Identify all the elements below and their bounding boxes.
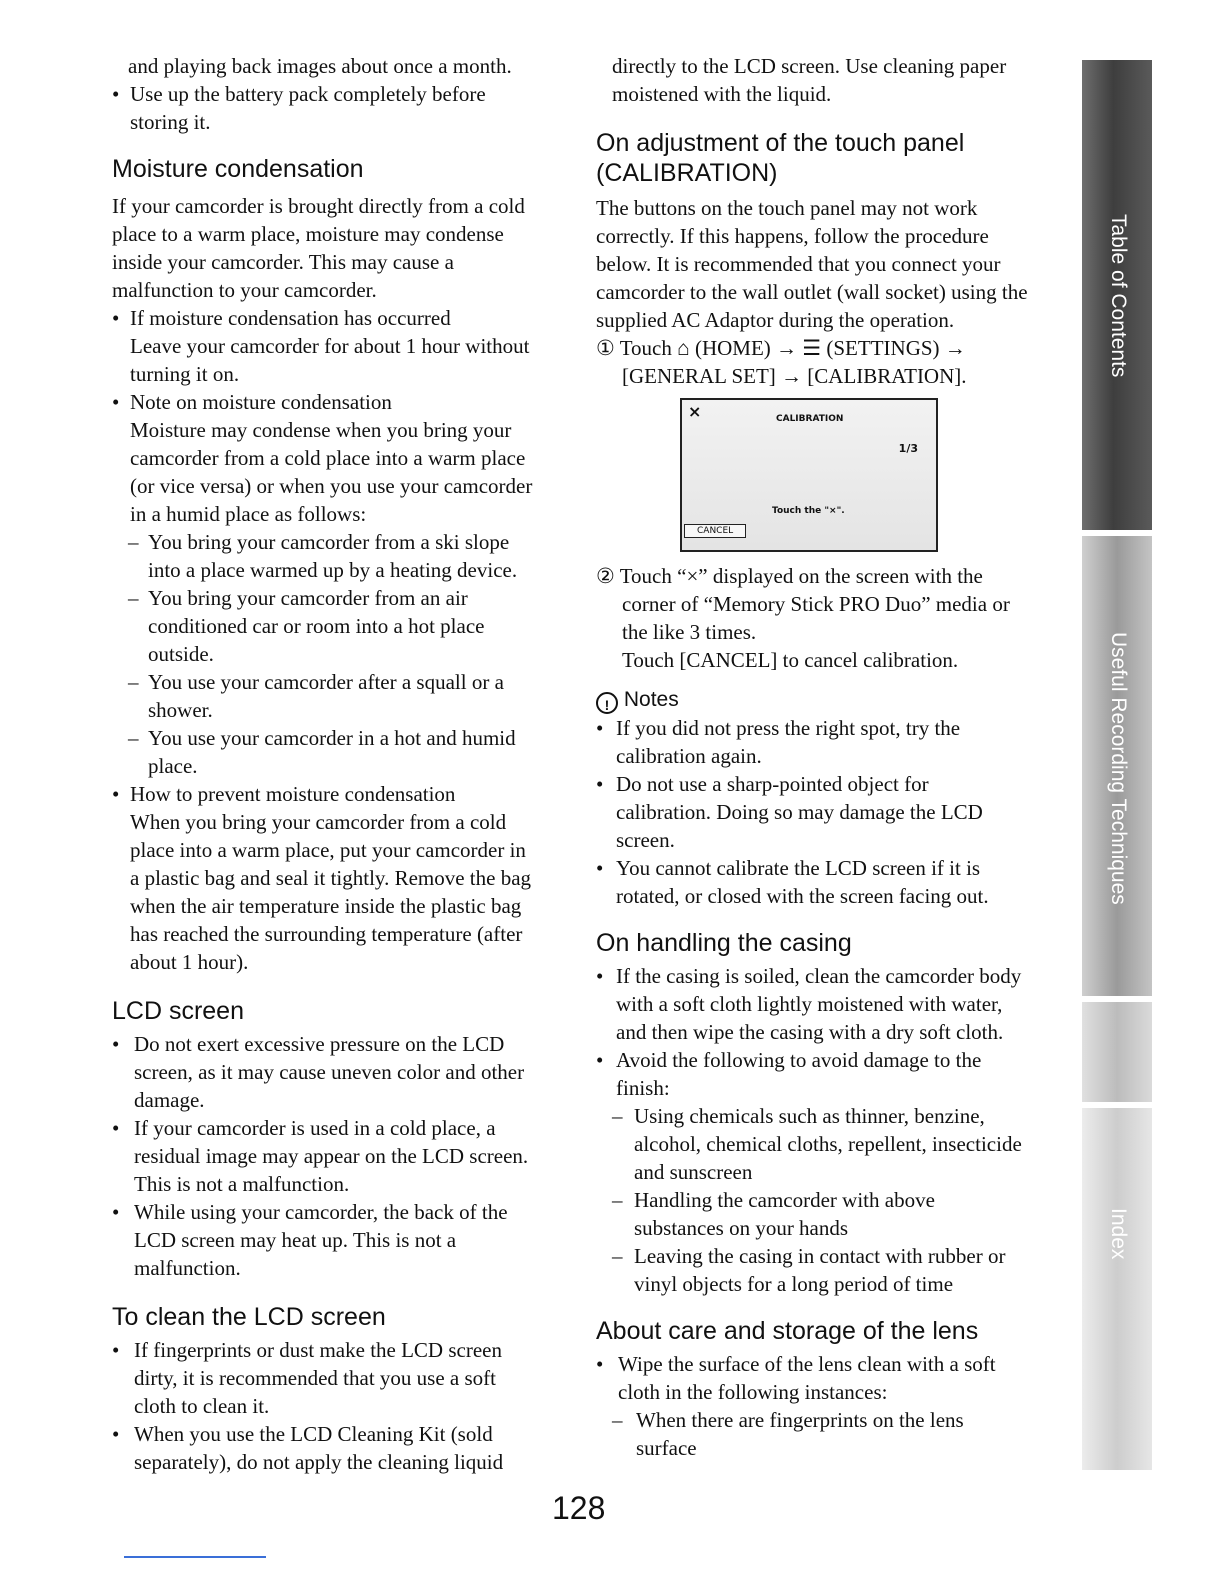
close-x-icon: × (688, 402, 702, 421)
sidebar-tabs (1082, 60, 1152, 1470)
list-item: • Avoid the following to avoid damage to the finish: (596, 1046, 1028, 1102)
list-item: • Do not exert excessive pressure on the LCD screen, as it may cause uneven color and other damage. (112, 1030, 537, 1114)
list-item: • Do not use a sharp-pointed object for calibration. Doing so may damage the LCD screen. (596, 770, 1028, 854)
tab-index[interactable] (1082, 1108, 1152, 1470)
right-column (596, 52, 1028, 1462)
list-item-text: Leave your camcorder for about 1 hour without turning it on. (130, 334, 530, 386)
heading-moisture: Moisture condensation (112, 155, 364, 183)
left-column (112, 52, 537, 1476)
heading-casing: On handling the casing (596, 929, 852, 957)
screen-message: Touch the "×". (772, 506, 845, 516)
bullet-title: Note on moisture condensation (130, 390, 392, 414)
tab-table-of-contents[interactable] (1082, 60, 1152, 530)
notes-heading (596, 686, 1028, 714)
list-item: • Use up the battery pack completely before storing it. (112, 80, 537, 136)
heading-calibration: On adjustment of the touch panel (CALIBRATION) (596, 129, 965, 187)
dash-item: – You use your camcorder after a squall or a shower. (112, 668, 537, 724)
dash-item: – You bring your camcorder from a ski slope into a place warmed up by a heating device. (112, 528, 537, 584)
intro-bullets (112, 80, 537, 136)
tab-decor (1082, 1002, 1152, 1102)
clean-list (112, 1336, 537, 1476)
lcd-list (112, 1030, 537, 1282)
casing-list (596, 962, 1028, 1298)
bullet-title: How to prevent moisture condensation (130, 782, 456, 806)
moisture-body: If your camcorder is brought directly from a cold place to a warm place, moisture may condense inside your camcorder. This may cause a malfunction to your camcorder. (112, 194, 525, 302)
list-item-text: When you bring your camcorder from a cold place into a warm place, put your camcorder in a plastic bag and seal it tightly. Remove the bag when the air temperature inside the plastic bag has reached the surrounding temperature (after about 1 hour). (130, 810, 532, 974)
list-item: • If the casing is soiled, clean the camcorder body with a soft cloth lightly moistened with water, and then wipe the casing with a dry soft cloth. (596, 962, 1028, 1046)
page-number: 128 (552, 1490, 606, 1526)
dash-item: – You use your camcorder in a hot and humid place. (112, 724, 537, 780)
dash-item: – Using chemicals such as thinner, benzine, alcohol, chemical cloths, repellent, insecticide and sunscreen (596, 1102, 1028, 1186)
list-item: • If your camcorder is used in a cold place, a residual image may appear on the LCD screen. This is not a malfunction. (112, 1114, 537, 1198)
list-item (112, 388, 537, 416)
calibration-screen-image (680, 398, 938, 552)
tab-label: Table of Contents (1107, 214, 1130, 378)
heading-clean-lcd: To clean the LCD screen (112, 1303, 386, 1331)
list-item: • When you use the LCD Cleaning Kit (sold separately), do not apply the cleaning liquid (112, 1420, 537, 1476)
dash-item: – You bring your camcorder from an air conditioned car or room into a hot place outside. (112, 584, 537, 668)
tab-useful-recording-techniques[interactable] (1082, 536, 1152, 996)
notes-icon: ! (596, 692, 618, 714)
step-2: ② Touch “×” displayed on the screen with the corner of “Memory Stick PRO Duo” media or the like 3 times. (596, 564, 1010, 644)
list-item: • While using your camcorder, the back of the LCD screen may heat up. This is not a malfunction. (112, 1198, 537, 1282)
list-item (112, 304, 537, 332)
heading-lcd-screen: LCD screen (112, 997, 244, 1025)
notes-label: Notes (623, 688, 679, 711)
dash-item: – When there are fingerprints on the lens surface (596, 1406, 1028, 1462)
heading-lens: About care and storage of the lens (596, 1317, 979, 1345)
list-item: • If fingerprints or dust make the LCD screen dirty, it is recommended that you use a soft cloth to clean it. (112, 1336, 537, 1420)
moisture-list (112, 304, 537, 976)
screen-cancel-button: CANCEL (684, 524, 746, 538)
list-item: • Wipe the surface of the lens clean with a soft cloth in the following instances: (596, 1350, 1028, 1406)
list-item: • If you did not press the right spot, try the calibration again. (596, 714, 1028, 770)
dash-item: – Leaving the casing in contact with rubber or vinyl objects for a long period of time (596, 1242, 1028, 1298)
screen-page-indicator: 1/3 (898, 442, 918, 455)
list-item (112, 780, 537, 808)
footer-rule (124, 1556, 266, 1558)
tab-label: Useful Recording Techniques (1107, 632, 1130, 905)
notes-list (596, 714, 1028, 910)
dash-item: – Handling the camcorder with above substances on your hands (596, 1186, 1028, 1242)
tab-label: Index (1107, 1208, 1130, 1260)
calibration-body: The buttons on the touch panel may not work correctly. If this happens, follow the procedure below. It is recommended that you connect your camcorder to the wall outlet (wall socket) using the supplied AC Adaptor during the operation. (596, 196, 1028, 332)
list-item: • You cannot calibrate the LCD screen if it is rotated, or closed with the screen facing out. (596, 854, 1028, 910)
step-2-note: Touch [CANCEL] to cancel calibration. (622, 648, 959, 672)
step-1: ① Touch ⌂ (HOME) → ☰ (SETTINGS) → [GENERAL SET] → [CALIBRATION]. (596, 336, 967, 388)
intro-text: and playing back images about once a month. (128, 54, 512, 78)
list-item-text: Moisture may condense when you bring your camcorder from a cold place into a warm place (or vice versa) or when you use your camcorder in a humid place as follows: (130, 418, 533, 526)
screen-title: CALIBRATION (776, 414, 844, 424)
bullet-title: If moisture condensation has occurred (130, 306, 451, 330)
intro-text: directly to the LCD screen. Use cleaning paper moistened with the liquid. (612, 54, 1007, 106)
lens-list (596, 1350, 1028, 1462)
